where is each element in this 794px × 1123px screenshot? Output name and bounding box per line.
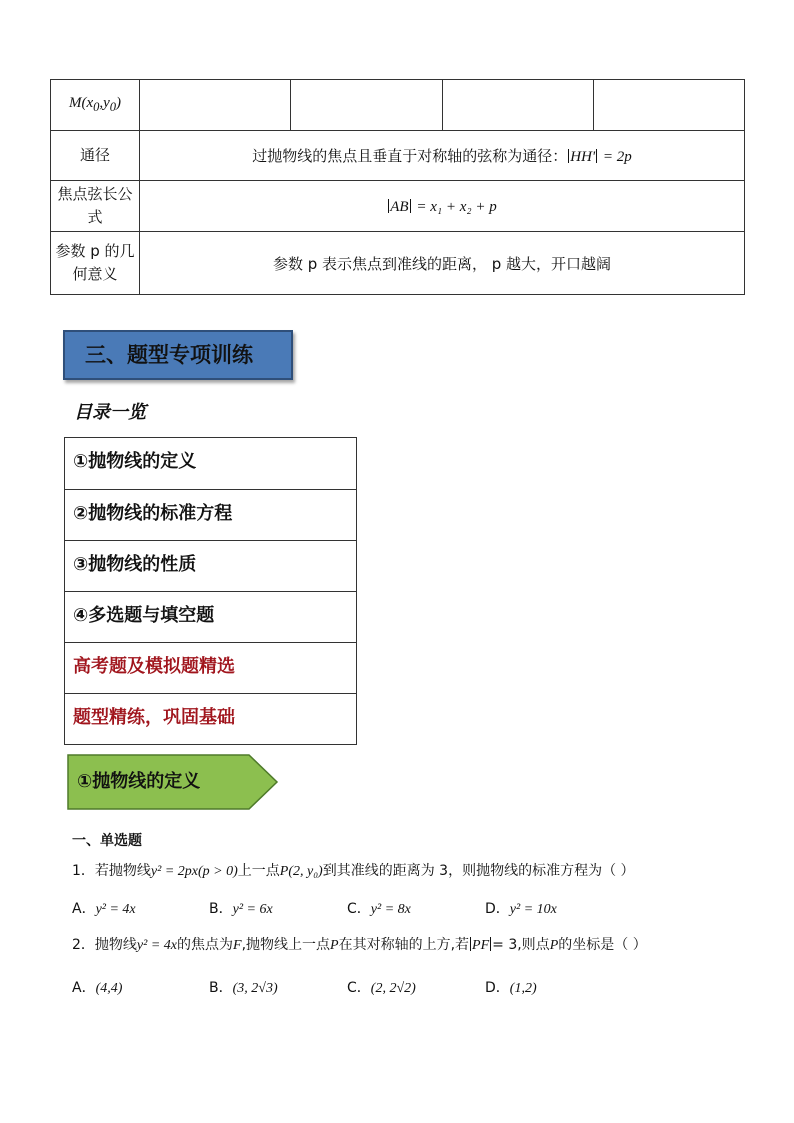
focal-chord-label: 焦点弦长公式 (51, 181, 140, 232)
param-label: 参数 p 的几何意义 (51, 232, 140, 295)
option-math: (1,2) (509, 981, 537, 996)
toc-item-standard-equation[interactable]: ②抛物线的标准方程 (65, 489, 356, 540)
empty-cell (291, 80, 442, 131)
q1-math-2: P(2, y₀) (279, 864, 323, 879)
toc-title: 目录一览 (74, 402, 146, 423)
focal-eq: = x₁ + x₂ + p (416, 198, 497, 215)
q2-math-1: y² = 4x (136, 938, 177, 953)
question-heading: 一、单选题 (72, 833, 142, 849)
point-label-end: ) (116, 95, 122, 111)
param-meaning: 参数 p 表示焦点到准线的距离， p 越大，开口越阔 (140, 232, 745, 295)
option-math: y² = 10x (509, 902, 557, 917)
subsection-arrow (67, 754, 279, 810)
toc-item-properties[interactable]: ③抛物线的性质 (65, 540, 356, 591)
q1-option-d[interactable] (485, 898, 557, 918)
option-tag: C． (347, 980, 371, 996)
table-of-contents (64, 437, 357, 745)
q2-text-b: 的焦点为 (177, 937, 233, 953)
empty-cell (140, 80, 291, 131)
q2-math-2: F (233, 938, 242, 953)
toc-item-exam-selection[interactable]: 高考题及模拟题精选 (65, 642, 356, 693)
q2-text-c: ,抛物线上一点 (241, 937, 331, 953)
q1-text-b: 上一点 (237, 863, 280, 879)
option-tag: A． (72, 901, 96, 917)
q2-option-a[interactable] (72, 977, 122, 997)
empty-cell (593, 80, 744, 131)
point-label: M(x (68, 95, 94, 111)
toc-item-definition[interactable]: ①抛物线的定义 (73, 451, 197, 472)
focal-math: AB (390, 198, 409, 215)
q2-option-d[interactable] (485, 977, 537, 997)
table-row (51, 181, 745, 232)
q2-text-f: ,则点 (517, 937, 550, 953)
q1-text-a: 1．若抛物线 (72, 863, 151, 879)
q1-option-b[interactable] (209, 898, 273, 918)
q2-text-d: 在其对称轴的上方,若 (338, 937, 470, 953)
chord-text: 过抛物线的焦点且垂直于对称轴的弦称为通径： (252, 147, 568, 165)
chord-label: 通径 (51, 131, 140, 181)
q1-math-1: y² = 2px(p > 0) (150, 864, 238, 879)
section-banner: 三、题型专项训练 (63, 330, 293, 380)
focal-chord-formula (140, 181, 745, 232)
option-math: (3, 2√3) (232, 981, 278, 996)
chord-math: HH' (570, 149, 596, 165)
option-tag: B． (209, 901, 233, 917)
option-math: (2, 2√2) (370, 981, 416, 996)
q2-option-c[interactable] (347, 977, 416, 997)
q2-math-5: P (549, 938, 559, 953)
subsection-title: ①抛物线的定义 (77, 771, 201, 792)
q1-option-a[interactable] (72, 898, 136, 918)
option-math: (4,4) (95, 981, 123, 996)
question-1-stem (72, 860, 635, 880)
q1-option-c[interactable] (347, 898, 411, 918)
q2-text-g: 的坐标是（ ） (558, 937, 647, 953)
point-label-mid: ,y (99, 95, 110, 111)
q2-math-4: PF (472, 938, 490, 953)
table-row (51, 80, 745, 131)
option-tag: D． (485, 980, 510, 996)
option-tag: A． (72, 980, 96, 996)
option-math: y² = 6x (232, 902, 273, 917)
properties-table (50, 79, 745, 295)
point-sub-1: 0 (109, 100, 117, 114)
table-row (51, 232, 745, 295)
toc-item-practice[interactable]: 题型精练，巩固基础 (65, 693, 356, 744)
q2-text-a: 2．抛物线 (72, 937, 137, 953)
option-tag: D． (485, 901, 510, 917)
option-tag: C． (347, 901, 371, 917)
toc-item-multi-choice[interactable]: ④多选题与填空题 (65, 591, 356, 642)
q2-text-e: = 3 (492, 937, 518, 953)
q2-math-3: P (330, 938, 339, 953)
option-tag: B． (209, 980, 233, 996)
point-sub-0: 0 (93, 100, 100, 114)
point-label-cell (51, 80, 140, 131)
q1-text-c: 到其准线的距离为 3，则抛物线的标准方程为（ ） (322, 863, 635, 879)
chord-eq: = 2p (602, 149, 632, 165)
option-math: y² = 8x (370, 902, 411, 917)
option-math: y² = 4x (95, 902, 136, 917)
chord-definition (140, 131, 745, 181)
table-row (51, 131, 745, 181)
question-2-stem (72, 934, 647, 954)
q2-option-b[interactable] (209, 977, 278, 997)
empty-cell (442, 80, 593, 131)
